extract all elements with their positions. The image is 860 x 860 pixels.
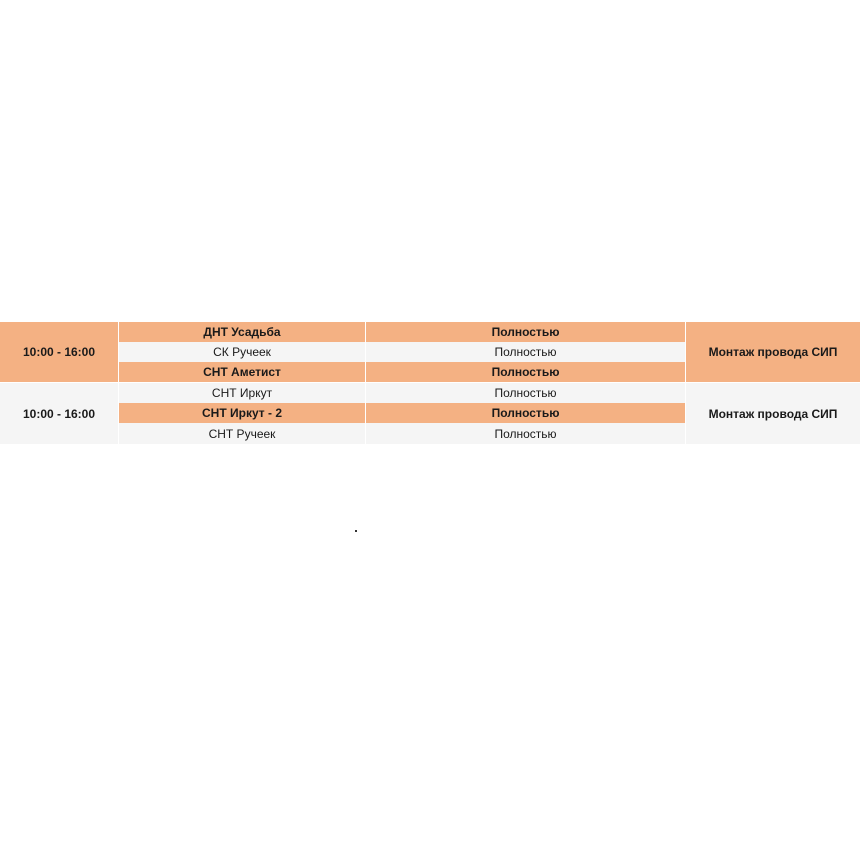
group-2-time-cell: 10:00 - 16:00 bbox=[0, 383, 118, 444]
group-2-row-1-status: Полностью bbox=[366, 383, 685, 403]
group-1-row-3-status: Полностью bbox=[366, 362, 685, 382]
outage-schedule-table bbox=[0, 322, 860, 444]
group-1-row-1-settlement: ДНТ Усадьба bbox=[119, 322, 365, 342]
group-2-work-cell: Монтаж провода СИП bbox=[686, 383, 860, 444]
group-2-row-1-settlement: СНТ Иркут bbox=[119, 383, 365, 403]
group-2-row-3-settlement: СНТ Ручеек bbox=[119, 423, 365, 444]
group-1-row-3-settlement: СНТ Аметист bbox=[119, 362, 365, 382]
group-2-row-2-status: Полностью bbox=[366, 403, 685, 423]
group-1-time-cell: 10:00 - 16:00 bbox=[0, 322, 118, 382]
group-1-row-2-status: Полностью bbox=[366, 342, 685, 362]
group-1-row-2-settlement: СК Ручеек bbox=[119, 342, 365, 362]
group-2-row-3-status: Полностью bbox=[366, 423, 685, 444]
group-1-work-cell: Монтаж провода СИП bbox=[686, 322, 860, 382]
group-2-row-2-settlement: СНТ Иркут - 2 bbox=[119, 403, 365, 423]
stray-dot bbox=[355, 530, 357, 532]
group-1-row-1-status: Полностью bbox=[366, 322, 685, 342]
